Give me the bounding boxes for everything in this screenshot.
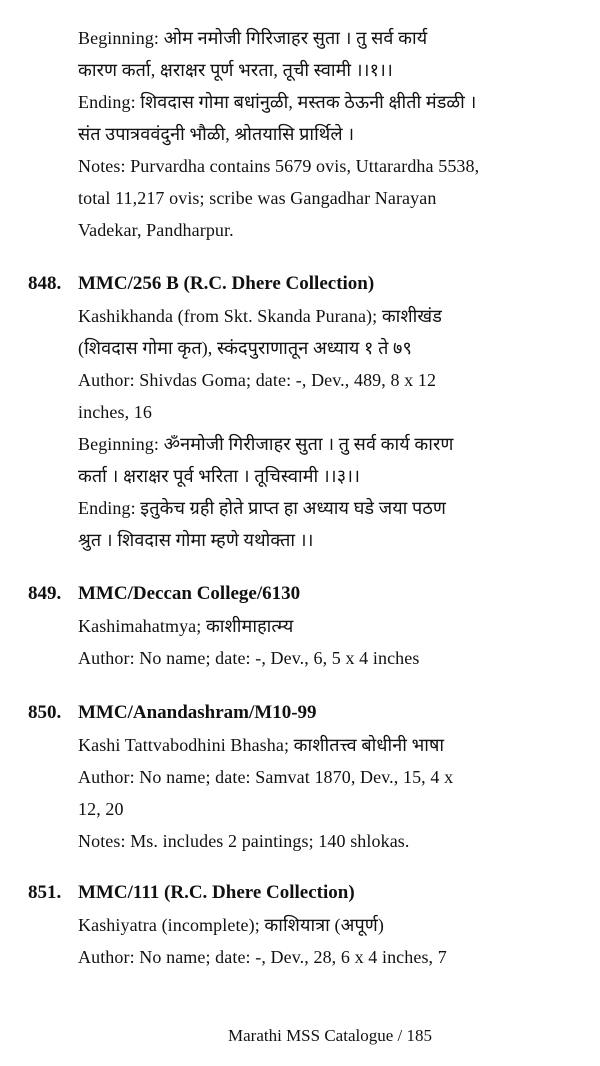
entry-line: कर्ता । क्षराक्षर पूर्व भरिता । तूचिस्वामी ।।३।। (78, 466, 361, 486)
entry-body (28, 300, 583, 556)
entry-title: MMC/111 (R.C. Dhere Collection) (78, 882, 355, 903)
entry-heading (28, 697, 583, 729)
entry-line: Ending: इतुकेच ग्रही होते प्राप्त हा अध्याय घडे जया पठण (78, 498, 447, 518)
entry-line: Author: No name; date: -, Dev., 6, 5 x 4 inches (78, 648, 420, 668)
entry-line: Author: Shivdas Goma; date: -, Dev., 489, 8 x 12 (78, 370, 437, 390)
continued-entry (78, 22, 578, 246)
entry-body (28, 729, 583, 857)
entry-line: संत उपात्रववंदुनी भौळी, श्रोतयासि प्रार्थिले । (78, 124, 355, 144)
entry-line: inches, 16 (78, 402, 152, 422)
entry-line: श्रुत । शिवदास गोमा म्हणे यथोक्ता ।। (78, 530, 314, 550)
entry-heading (28, 877, 583, 909)
entry-title: MMC/256 B (R.C. Dhere Collection) (78, 273, 375, 294)
entry-line: Kashikhanda (from Skt. Skanda Purana); काशीखंड (78, 306, 442, 326)
catalogue-entry-850 (28, 697, 583, 857)
entry-number: 848. (28, 273, 62, 294)
entry-line: (शिवदास गोमा कृत), स्कंदपुराणातून अध्याय १ ते ७९ (78, 338, 412, 358)
entry-line: Beginning: ॐनमोजी गिरीजाहर सुता । तु सर्व कार्य कारण (78, 434, 454, 454)
page-footer: Marathi MSS Catalogue / 185 (228, 1026, 432, 1045)
entry-line: Kashi Tattvabodhini Bhasha; काशीतत्त्व बोधीनी भाषा (78, 735, 445, 755)
catalogue-entry-849 (28, 578, 583, 674)
entry-line: Ending: शिवदास गोमा बधांनुळी, मस्तक ठेऊनी क्षीती मंडळी । (78, 92, 477, 112)
entry-line: Kashimahatmya; काशीमाहात्म्य (78, 616, 294, 636)
entry-number: 849. (28, 583, 62, 604)
entry-number: 850. (28, 702, 62, 723)
entry-body (28, 610, 583, 674)
entry-line: total 11,217 ovis; scribe was Gangadhar Narayan (78, 188, 437, 208)
catalogue-entry-848 (28, 268, 583, 556)
entry-heading (28, 578, 583, 610)
entry-line: Notes: Purvardha contains 5679 ovis, Uttarardha 5538, (78, 156, 480, 176)
entry-line: Author: No name; date: Samvat 1870, Dev., 15, 4 x (78, 767, 454, 787)
entry-line: Notes: Ms. includes 2 paintings; 140 shlokas. (78, 831, 410, 851)
entry-line: 12, 20 (78, 799, 124, 819)
entry-line: Vadekar, Pandharpur. (78, 220, 234, 240)
entry-title: MMC/Anandashram/M10-99 (78, 702, 317, 723)
entry-line: कारण कर्ता, क्षराक्षर पूर्ण भरता, तूची स्वामी ।।१।। (78, 60, 393, 80)
entry-line: Beginning: ओम नमोजी गिरिजाहर सुता । तु सर्व कार्य (78, 28, 428, 48)
entry-line: Author: No name; date: -, Dev., 28, 6 x 4 inches, 7 (78, 947, 447, 967)
entry-body (28, 909, 583, 973)
entry-title: MMC/Deccan College/6130 (78, 583, 301, 604)
entry-number: 851. (28, 882, 62, 903)
entry-heading (28, 268, 583, 300)
entry-line: Kashiyatra (incomplete); काशियात्रा (अपूर्ण) (78, 915, 384, 935)
catalogue-entry-851 (28, 877, 583, 973)
